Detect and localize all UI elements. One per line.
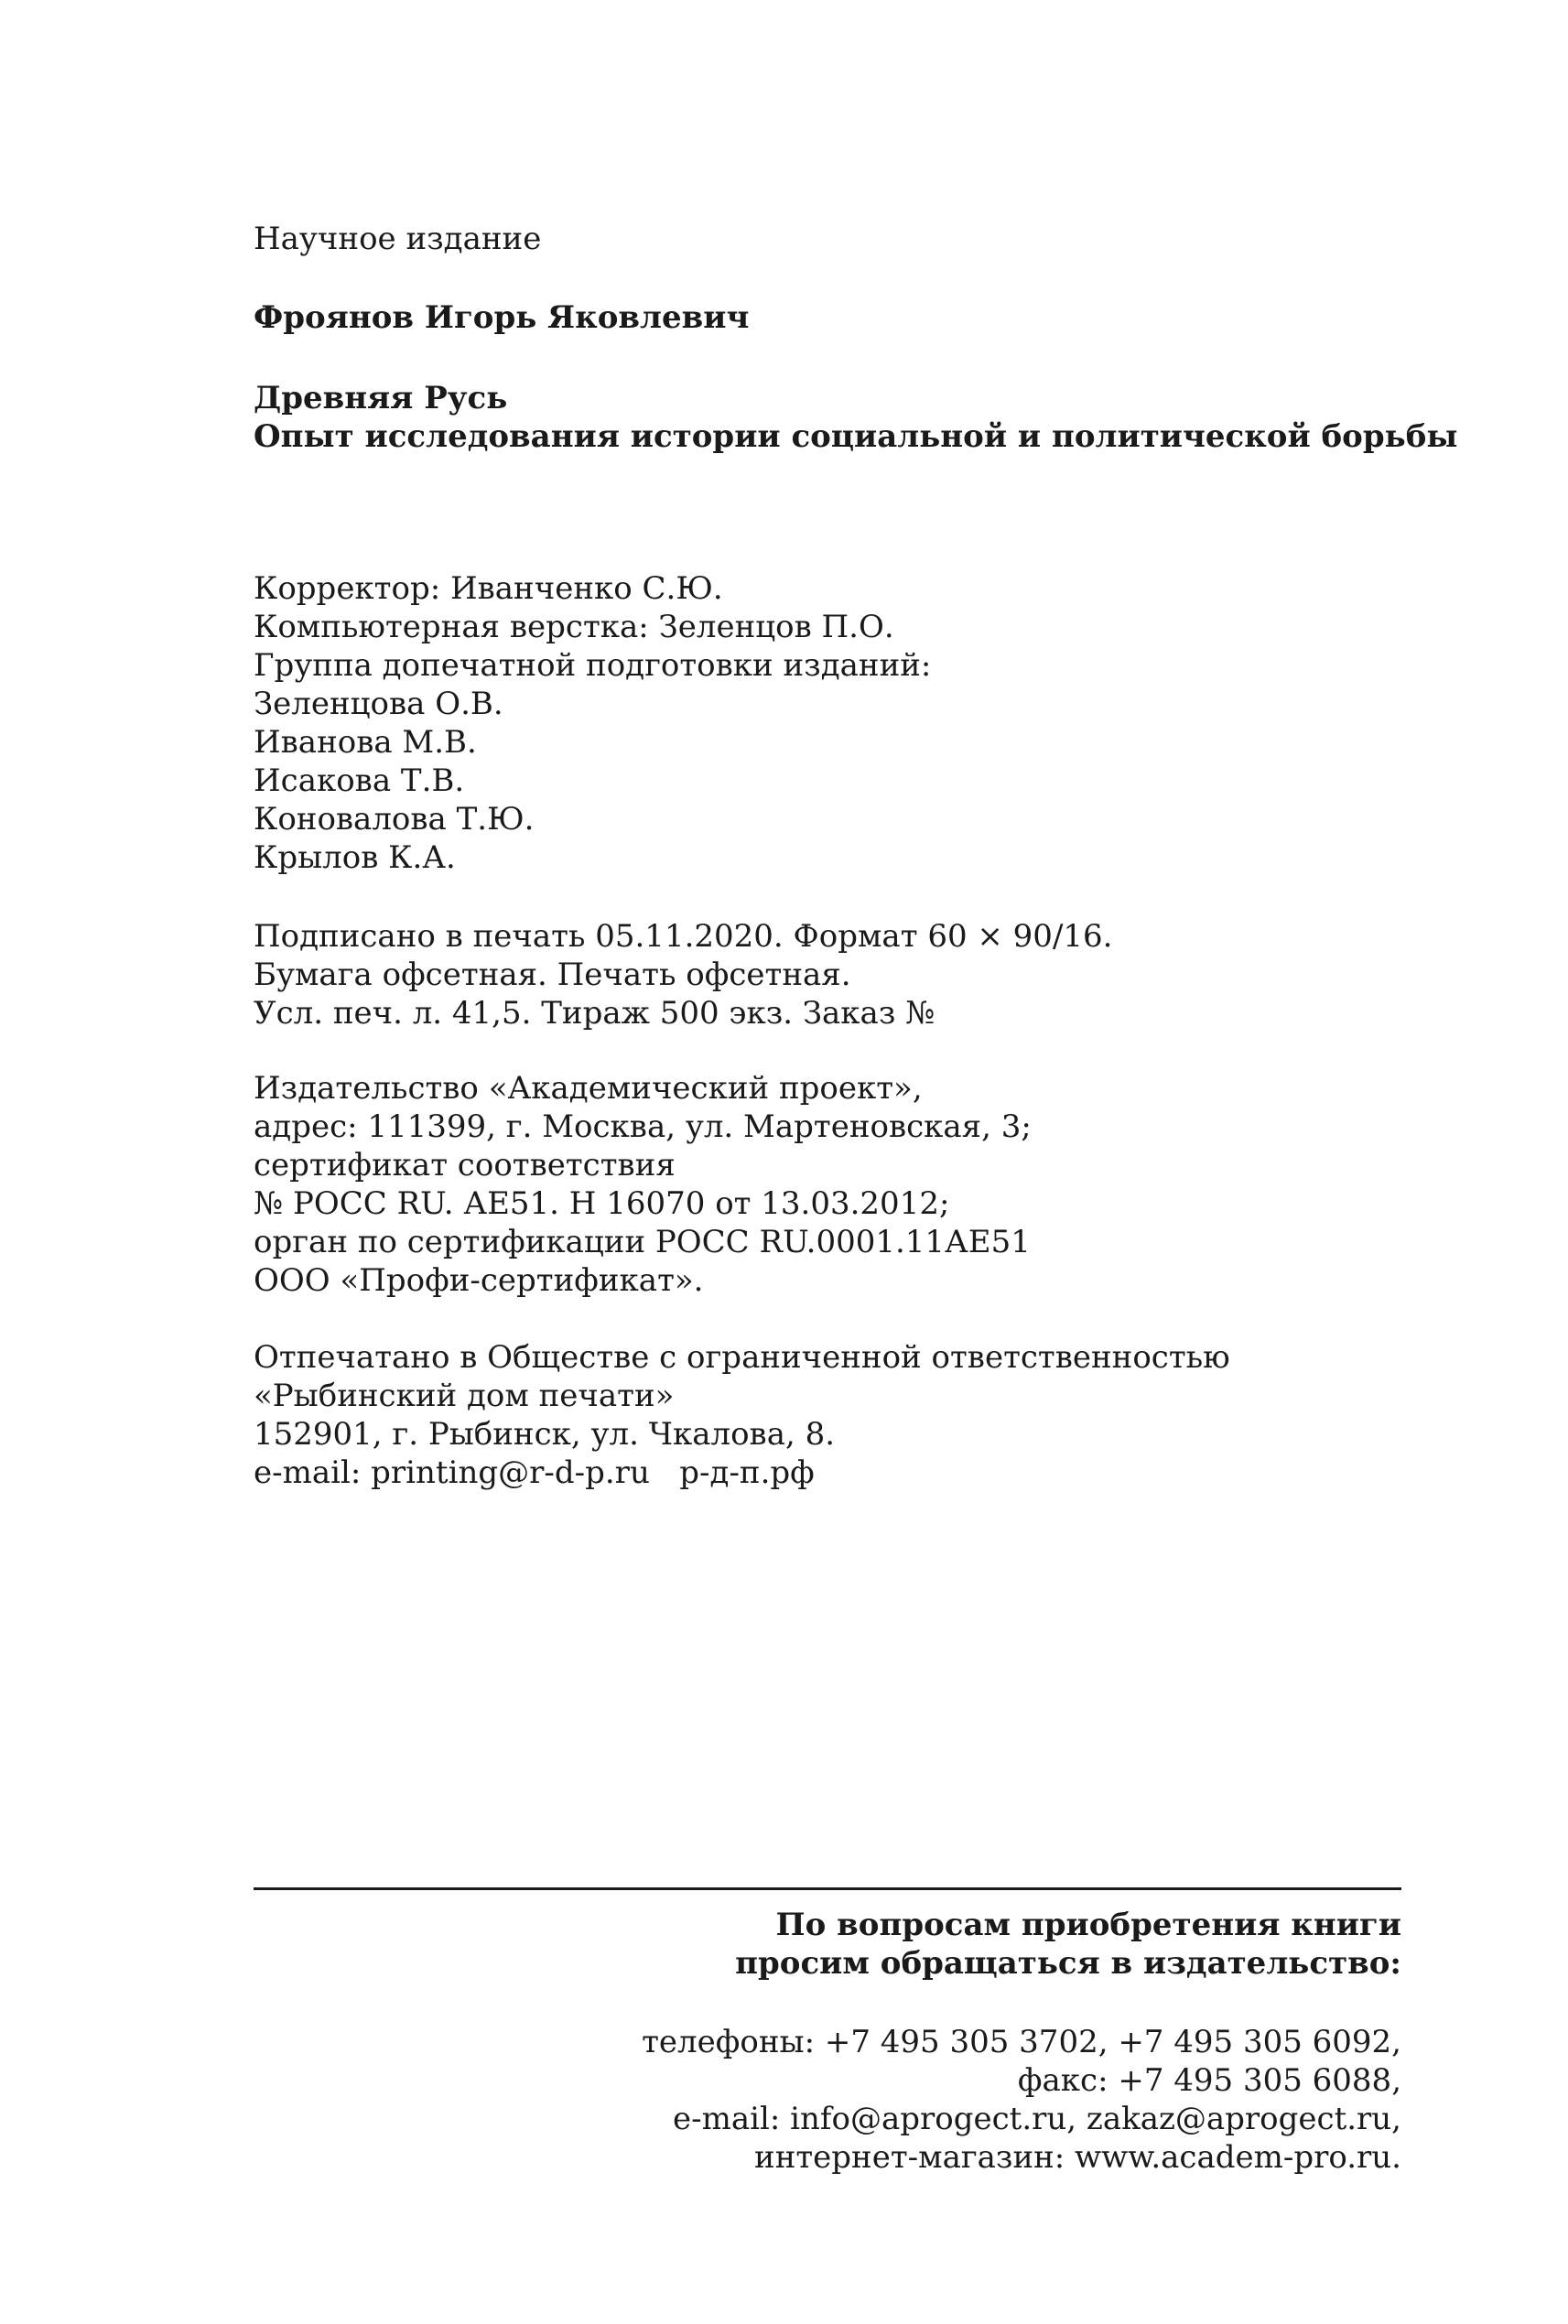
publisher-line: орган по сертификации РОСС RU.0001.11АЕ51 (254, 1224, 1031, 1260)
book-subtitle: Опыт исследования истории социальной и политической борьбы (254, 418, 1458, 455)
publisher-line: адрес: 111399, г. Москва, ул. Мартеновская, 3; (254, 1108, 1032, 1145)
divider-line (254, 1887, 1401, 1890)
staff-line: Компьютерная верстка: Зеленцов П.О. (254, 609, 894, 645)
print-info-line: Подписано в печать 05.11.2020. Формат 60 × 90/16. (254, 918, 1113, 955)
printer-line: 152901, г. Рыбинск, ул. Чкалова, 8. (254, 1416, 836, 1453)
author-block (254, 298, 1407, 337)
edition-type-block (254, 220, 1407, 258)
staff-line: Исакова Т.В. (254, 762, 465, 799)
purchase-contact-line: факс: +7 495 305 6088, (1017, 2062, 1401, 2099)
publisher-line: сертификат соответствия (254, 1147, 676, 1184)
staff-line: Группа допечатной подготовки изданий: (254, 647, 932, 684)
staff-line: Крылов К.А. (254, 839, 456, 876)
publisher-line: ООО «Профи-сертификат». (254, 1262, 704, 1299)
staff-line: Иванова М.В. (254, 724, 477, 761)
purchase-contacts-block (303, 2023, 1401, 2177)
print-info-line: Усл. печ. л. 41,5. Тираж 500 экз. Заказ № (254, 995, 935, 1032)
purchase-contact-line: e-mail: info@aprogect.ru, zakaz@aprogect.ru, (673, 2101, 1401, 2137)
publisher-line: № РОСС RU. АЕ51. Н 16070 от 13.03.2012; (254, 1185, 950, 1222)
print-info-line: Бумага офсетная. Печать офсетная. (254, 957, 851, 993)
printer-line: «Рыбинский дом печати» (254, 1378, 675, 1414)
print-info-block (254, 917, 1407, 1032)
publisher-line: Издательство «Академический проект», (254, 1070, 923, 1107)
staff-line: Зеленцова О.В. (254, 686, 503, 722)
purchase-heading-line: просим обращаться в издательство: (735, 1945, 1401, 1982)
book-title: Древняя Русь (254, 380, 508, 416)
purchase-contact-line: телефоны: +7 495 305 3702, +7 495 305 6092, (642, 2024, 1401, 2060)
printer-line: e-mail: printing@r-d-p.ru р-д-п.рф (254, 1454, 815, 1491)
purchase-heading-line: По вопросам приобретения книги (775, 1907, 1401, 1943)
publisher-block (254, 1069, 1407, 1300)
author-name: Фроянов Игорь Яковлевич (254, 299, 750, 336)
purchase-contact-line: интернет-магазин: www.academ-pro.ru. (754, 2139, 1401, 2176)
printer-line: Отпечатано в Обществе с ограниченной ответственностью (254, 1339, 1230, 1376)
staff-line: Коновалова Т.Ю. (254, 801, 535, 838)
staff-block (254, 569, 1407, 877)
printer-block (254, 1338, 1407, 1492)
title-block (254, 379, 1458, 456)
purchase-heading-block (303, 1906, 1401, 1983)
staff-line: Корректор: Иванченко С.Ю. (254, 570, 723, 607)
edition-type: Научное издание (254, 221, 542, 257)
